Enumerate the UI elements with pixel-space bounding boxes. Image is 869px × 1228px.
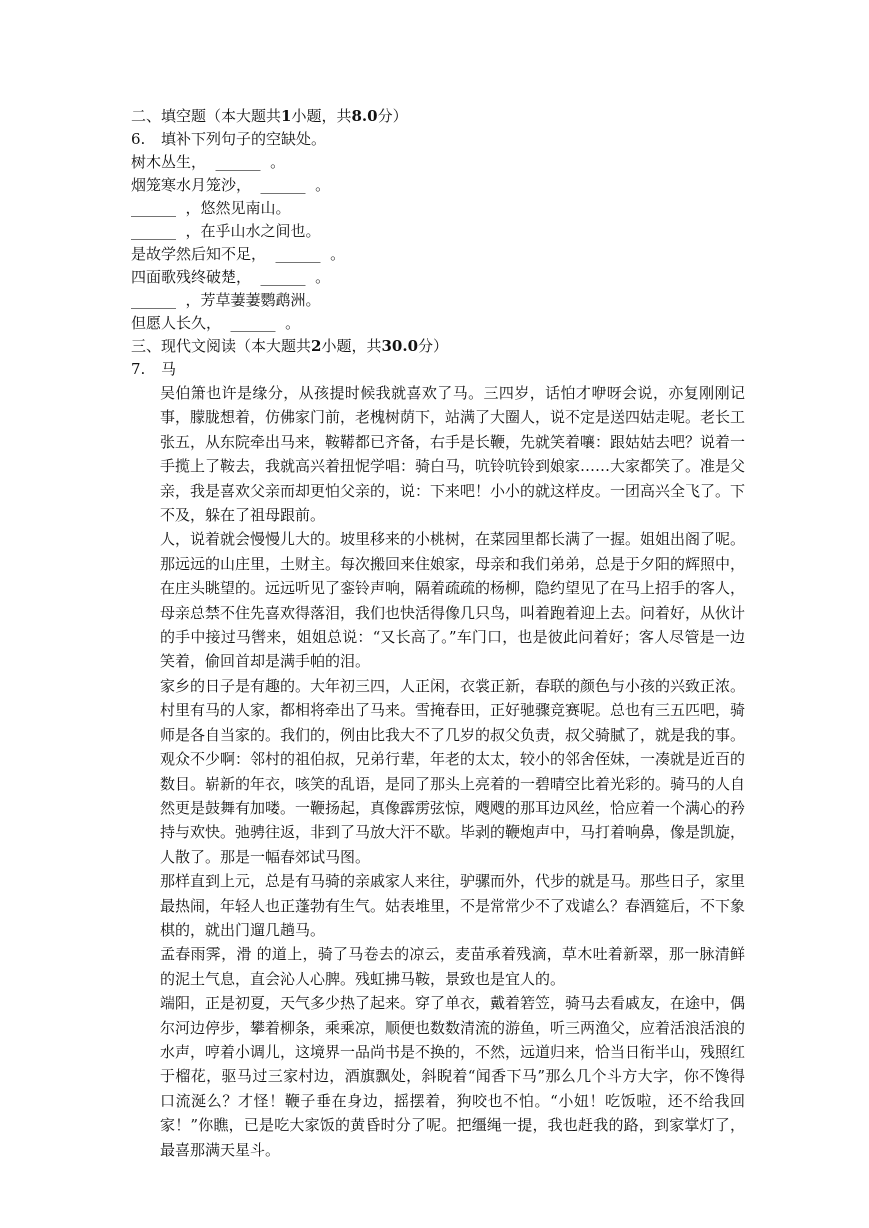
fill-line-4: ______ ，在乎山水之间也。	[131, 222, 321, 240]
article-title: 马	[161, 360, 177, 378]
fill-line-5: 是故学然后知不足， ______ 。	[131, 245, 346, 263]
question-number: 6.	[131, 130, 146, 148]
section-heading-reading	[131, 335, 448, 357]
article-paragraph-2: 人，说着就会慢慢儿大的。坡里移来的小桃树，在菜园里都长满了一握。姐姐出阁了呢。那远远的山庄里，土财主。每次搬回来住娘家，母亲和我们弟弟，总是于夕阳的辉照中，在庄头眺望的。远远听见了銮铃声响，隔着疏疏的杨柳，隐约望见了在马上招手的客人，母亲总禁不住先喜欢得落泪，我们也快活得像几只鸟，叫着跑着迎上去。问着好，从伙计的手中接过马辔来，姐姐总说：“又长高了。”车门口，也是彼此问着好；客人尽管是一边笑着，偷回首却是满手帕的泪。	[160, 530, 746, 671]
section-heading-suffix: 分）	[418, 337, 449, 355]
section-score: 30.0	[381, 337, 419, 355]
article-paragraph-5: 孟春雨霁，滑 的道上，骑了马卷去的凉云，麦苗承着残滴，草木吐着新翠，那一脉清鲜的泥土气息，直会沁人心脾。残虹拂马鞍，景致也是宜人的。	[160, 945, 745, 988]
fill-line-7: ______ ，芳草萋萋鹦鹉洲。	[131, 291, 321, 309]
question-6-stem	[131, 128, 326, 150]
reading-article	[160, 381, 745, 1162]
article-paragraph-3: 家乡的日子是有趣的。大年初三四，人正闲，衣裳正新，春联的颜色与小孩的兴致正浓。村里有马的人家，都相将牵出了马来。雪掩春田，正好驰骤竞赛呢。总也有三五匹吧，骑师是各自当家的。我们的，例由比我大不了几岁的叔父负责，叔父骑腻了，就是我的事。观众不少啊：邻村的祖伯叔，兄弟行辈，年老的太太，较小的邻舍侄妹，一凑就是近百的数目。崭新的年衣，咳笑的乱语，是同了那头上亮着的一碧晴空比着光彩的。骑马的人自然更是鼓舞有加喽。一鞭扬起，真像霹雳弦惊，飕飕的那耳边风丝，恰应着一个满心的矜持与欢快。弛骋往返，非到了马放大汗不歇。毕剥的鞭炮声中，马打着响鼻，像是凯旋，人散了。那是一幅春郊试马图。	[160, 676, 746, 866]
section-heading-fill-in	[131, 105, 408, 127]
article-paragraph-4: 那样直到上元，总是有马骑的亲戚家人来往，驴骡而外，代步的就是马。那些日子，家里最热闹，年轻人也正蓬勃有生气。姑表堆里，不是常常少不了戏谑么？春酒筵后，不下象棋的，就出门遛几趟马。	[160, 872, 746, 939]
section-heading-middle: 小题，共	[291, 107, 352, 125]
question-number: 7.	[131, 360, 146, 378]
question-count: 2	[311, 337, 322, 355]
article-paragraph-6: 端阳，正是初夏，天气多少热了起来。穿了单衣，戴着箬笠，骑马去看戚友，在途中，偶尔河边停步，攀着柳条，乘乘凉，顺便也数数清流的游鱼，听三两渔父，应着活浪活浪的水声，哼着小调儿，这境界一品尚书是不换的，不然，远道归来，恰当日衔半山，残照红于榴花，驱马过三家村边，酒旗飘处，斜睨着“闻香下马”那么几个斗方大字，你不馋得口流涎么？才怪！鞭子垂在身边，摇摆着，狗咬也不怕。“小妞！吃饭啦，还不给我回家！”你瞧，已是吃大家饭的黄昏时分了呢。把缰绳一提，我也赶我的路，到家掌灯了，最喜那满天星斗。	[160, 994, 746, 1159]
fill-line-3: ______ ，悠然见南山。	[131, 199, 291, 217]
question-count: 1	[281, 107, 292, 125]
fill-line-2: 烟笼寒水月笼沙， ______ 。	[131, 176, 331, 194]
section-score: 8.0	[351, 107, 378, 125]
fill-line-8: 但愿人长久， ______ 。	[131, 314, 301, 332]
section-heading-middle: 小题，共	[321, 337, 382, 355]
section-heading-prefix: 二、填空题（本大题共	[131, 107, 282, 125]
article-paragraph-1: 吴伯箫也许是缘分，从孩提时候我就喜欢了马。三四岁，话怕才咿呀会说，亦复刚刚记事，朦胧想着，仿佛家门前，老槐树荫下，站满了大圈人，说不定是送四姑走呢。老长工张五，从东院牵出马来，鞍鞯都已齐备，右手是长鞭，先就笑着嚷：跟姑姑去吧？说着一手揽上了鞍去，我就高兴着扭怩学唱：骑白马，吭铃吭铃到娘家……大家都笑了。准是父亲，我是喜欢父亲而却更怕父亲的，说：下来吧！小小的就这样皮。一团高兴全飞了。下不及，躲在了祖母跟前。	[160, 384, 746, 525]
fill-line-1: 树木丛生， ______ 。	[131, 153, 286, 171]
fill-line-6: 四面歌残终破楚， ______ 。	[131, 268, 331, 286]
section-heading-prefix: 三、现代文阅读（本大题共	[131, 337, 312, 355]
question-7-stem	[131, 358, 176, 380]
question-prompt: 填补下列句子的空缺处。	[161, 130, 327, 148]
section-heading-suffix: 分）	[377, 107, 408, 125]
